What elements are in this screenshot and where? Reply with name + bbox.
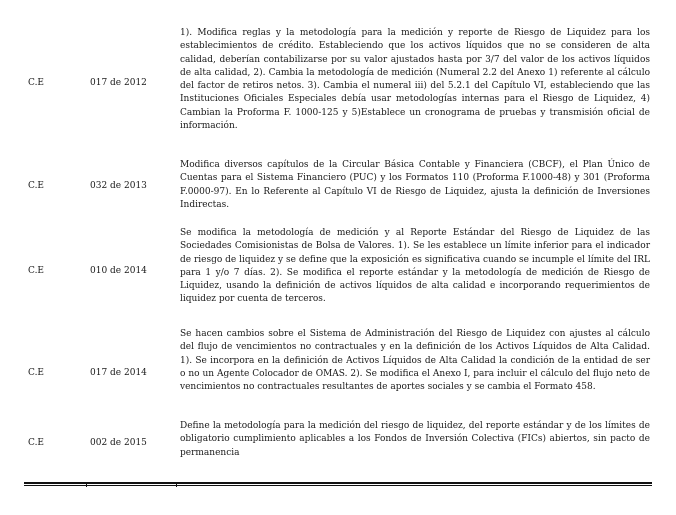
row-number: 010 de 2014: [90, 266, 147, 276]
table-row: [24, 22, 652, 142]
table-row: [24, 328, 652, 418]
column-divider: [176, 482, 177, 487]
column-divider: [86, 482, 87, 487]
row-type: C.E: [28, 368, 44, 378]
row-type: C.E: [28, 266, 44, 276]
border-line-top: [24, 482, 652, 484]
row-description: Define la metodología para la medición del riesgo de liquidez, del reporte estándar y de los límites de obligatorio cumplimiento aplicables a los Fondos de Inversión Colectiva (FICs) abiertos, sin pacto de permanencia: [180, 421, 650, 458]
table-row: [24, 227, 652, 317]
row-number: 017 de 2014: [90, 368, 147, 378]
table-row: [24, 420, 652, 470]
row-description: Se hacen cambios sobre el Sistema de Administración del Riesgo de Liquidez con ajustes al cálculo del flujo de vencimientos no contractuales y en la definición de los Activos Líquidos de Alta Calidad. 1). Se incorpora en la definición de Activos Líquidos de Alta Calidad la condición de la entidad de ser o no un Agente Colocador de OMAS. 2). Se modifica el Anexo I, para incluir el cálculo del flujo neto de vencimientos no contractuales resultantes de aportes sociales y se cambia el Formato 458.: [180, 329, 650, 393]
row-description: 1). Modifica reglas y la metodología para la medición y reporte de Riesgo de Liquidez para los establecimientos de crédito. Estableciendo que los activos líquidos que no se consideren de alta calidad, deberían contabilizarse por su valor ajustados hasta por 3/7 del valor de los activos líquidos de alta calidad, 2). Cambia la metodología de medición (Numeral 2.2 del Anexo 1) referente al cálculo del factor de retiros netos. 3). Cambia el numeral iii) del 5.2.1 del Capítulo VI, estableciendo que las Instituciones Oficiales Especiales debía usar metodologías internas para el Riesgo de Liquidez, 4) Cambian la Proforma F. 1000-125 y 5)Establece un cronograma de pruebas y transmisión oficial de información.: [180, 28, 650, 132]
row-type: C.E: [28, 438, 44, 448]
row-type: C.E: [28, 181, 44, 191]
row-number: 017 de 2012: [90, 78, 147, 88]
border-line-bottom: [24, 485, 652, 486]
row-type: C.E: [28, 78, 44, 88]
table-bottom-border: [24, 482, 652, 486]
row-description: Modifica diversos capítulos de la Circular Básica Contable y Financiera (CBCF), el Plan Único de Cuentas para el Sistema Financiero (PUC) y los Formatos 110 (Proforma F.1000-48) y 301 (Proforma F.0000-97). En lo Referente al Capítulo VI de Riesgo de Liquidez, ajusta la definición de Inversiones Indirectas.: [180, 160, 650, 210]
table-row: [24, 156, 652, 216]
row-number: 032 de 2013: [90, 181, 147, 191]
row-number: 002 de 2015: [90, 438, 147, 448]
row-description: Se modifica la metodología de medición y al Reporte Estándar del Riesgo de Liquidez de las Sociedades Comisionistas de Bolsa de Valores. 1). Se les establece un límite inferior para el indicador de riesgo de liquidez y se define que la exposición es significativa cuando se incumple el límite del IRL para 1 y/o 7 días. 2). Se modifica el reporte estándar y la metodología de medición de Riesgo de Liquidez, usando la definición de activos líquidos de alta calidad e incorporando requerimientos de liquidez por cuenta de terceros.: [180, 228, 650, 305]
